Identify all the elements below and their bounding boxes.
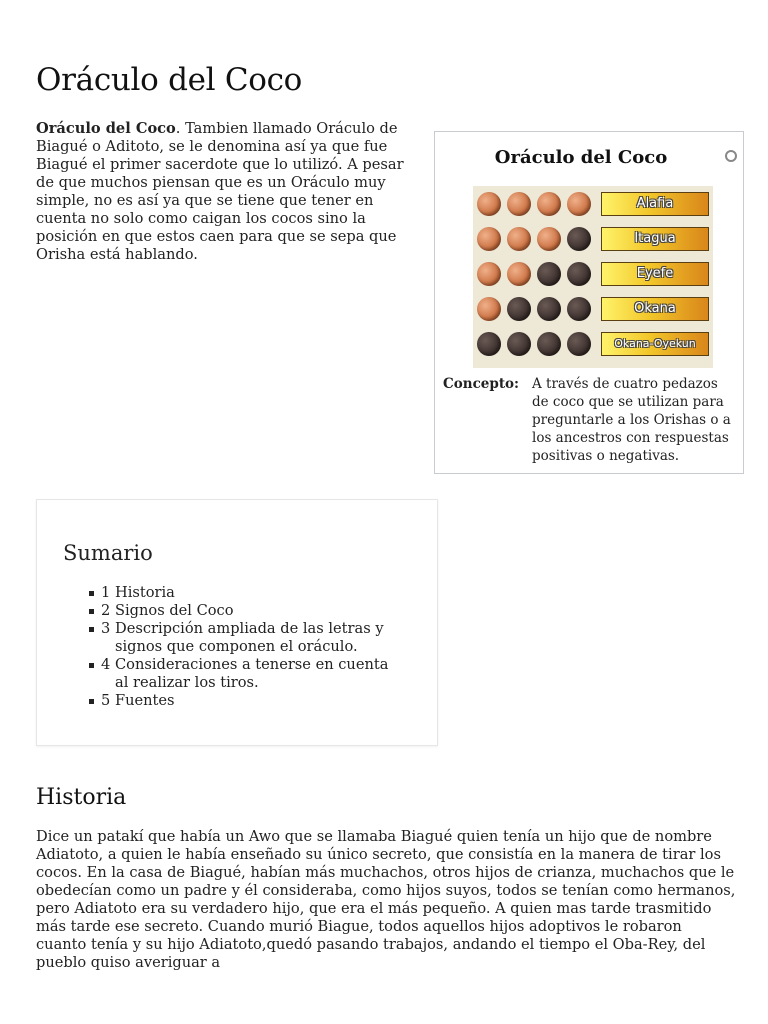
toc-number: 3: [101, 620, 111, 637]
page-title: Oráculo del Coco: [36, 62, 303, 98]
toc-link[interactable]: Consideraciones a tenerse en cuenta al realizar los tiros.: [115, 656, 389, 691]
coco-piece: [537, 227, 561, 251]
toc-item[interactable]: [63, 692, 403, 710]
coco-piece: [477, 192, 501, 216]
toc-number: 5: [101, 692, 111, 709]
coco-piece: [507, 297, 531, 321]
coco-piece: [477, 227, 501, 251]
toc-item[interactable]: [63, 602, 403, 620]
coco-label: Okana-Oyekun: [601, 332, 709, 356]
toc-list: [63, 584, 403, 710]
infobox: [434, 131, 744, 474]
coco-label: Alafia: [601, 192, 709, 216]
infobox-concept-value: A través de cuatro pedazos de coco que se utilizan para preguntarle a los Orishas o a los ancestros con respuestas positivas o negativas.: [532, 376, 731, 464]
coco-piece: [567, 262, 591, 286]
toc-title: Sumario: [63, 541, 153, 565]
coco-piece: [507, 192, 531, 216]
coco-row-1: [473, 190, 713, 220]
toc-item[interactable]: [63, 584, 403, 602]
coco-piece: [567, 227, 591, 251]
toc-link[interactable]: Signos del Coco: [115, 602, 234, 619]
coco-piece: [537, 192, 561, 216]
toc-link[interactable]: Historia: [115, 584, 175, 601]
toc-number: 4: [101, 656, 111, 673]
toc-link[interactable]: Fuentes: [115, 692, 175, 709]
section-body-historia: Dice un patakí que había un Awo que se llamaba Biagué quien tenía un hijo que de nombre Adiatoto, a quien le había enseñado su único secreto, que consistía en la manera de tirar los cocos. En la casa de Biagué, habían más muchachos, otros hijos de crianza, muchachos que le obedecían como un padre y él consideraba, como hijos suyos, todos se tenían como hermanos, pero Adiatoto era su verdadero hijo, que era el más pequeño. A quien mas tarde trasmitido más tarde ese secreto. Cuando murió Biague, todos aquellos hijos adoptivos le robaron cuanto tenía y su hijo Adiatoto,quedó pasando trabajos, andando el tiempo el Oba-Rey, del pueblo quiso averiguar a: [36, 828, 736, 971]
section-heading-historia: Historia: [36, 785, 127, 810]
coco-label: Itagua: [601, 227, 709, 251]
coco-label: Okana: [601, 297, 709, 321]
intro-paragraph: [36, 120, 406, 264]
coco-row-2: [473, 225, 713, 255]
coco-piece: [477, 332, 501, 356]
toc-item[interactable]: [63, 656, 403, 692]
toc-item[interactable]: [63, 620, 403, 656]
coco-row-3: [473, 260, 713, 290]
coco-piece: [537, 297, 561, 321]
coco-piece: [507, 227, 531, 251]
infobox-concept-key: Concepto:: [443, 376, 520, 392]
coco-row-4: [473, 295, 713, 325]
coco-piece: [507, 262, 531, 286]
coco-row-5: [473, 330, 713, 360]
coco-piece: [477, 297, 501, 321]
gear-icon[interactable]: [725, 150, 737, 162]
coco-piece: [507, 332, 531, 356]
coco-piece: [537, 332, 561, 356]
intro-text: . Tambien llamado Oráculo de Biagué o Aditoto, se le denomina así ya que fue Biagué el primer sacerdote que lo utilizó. A pesar de que muchos piensan que es un Oráculo muy simple, no es así ya que se tiene que tener en cuenta no solo como caigan los cocos sino la posición en que estos caen para que se sepa que Orisha está hablando.: [36, 120, 404, 263]
coco-piece: [567, 332, 591, 356]
intro-bold-term: Oráculo del Coco: [36, 120, 176, 137]
infobox-title: Oráculo del Coco: [494, 147, 668, 168]
coco-piece: [537, 262, 561, 286]
coco-piece: [477, 262, 501, 286]
coco-label: Eyefe: [601, 262, 709, 286]
toc-number: 2: [101, 602, 111, 619]
coco-piece: [567, 297, 591, 321]
table-of-contents: [36, 499, 438, 746]
toc-link[interactable]: Descripción ampliada de las letras y signos que componen el oráculo.: [115, 620, 384, 655]
infobox-image[interactable]: [473, 186, 713, 368]
toc-number: 1: [101, 584, 111, 601]
coco-piece: [567, 192, 591, 216]
